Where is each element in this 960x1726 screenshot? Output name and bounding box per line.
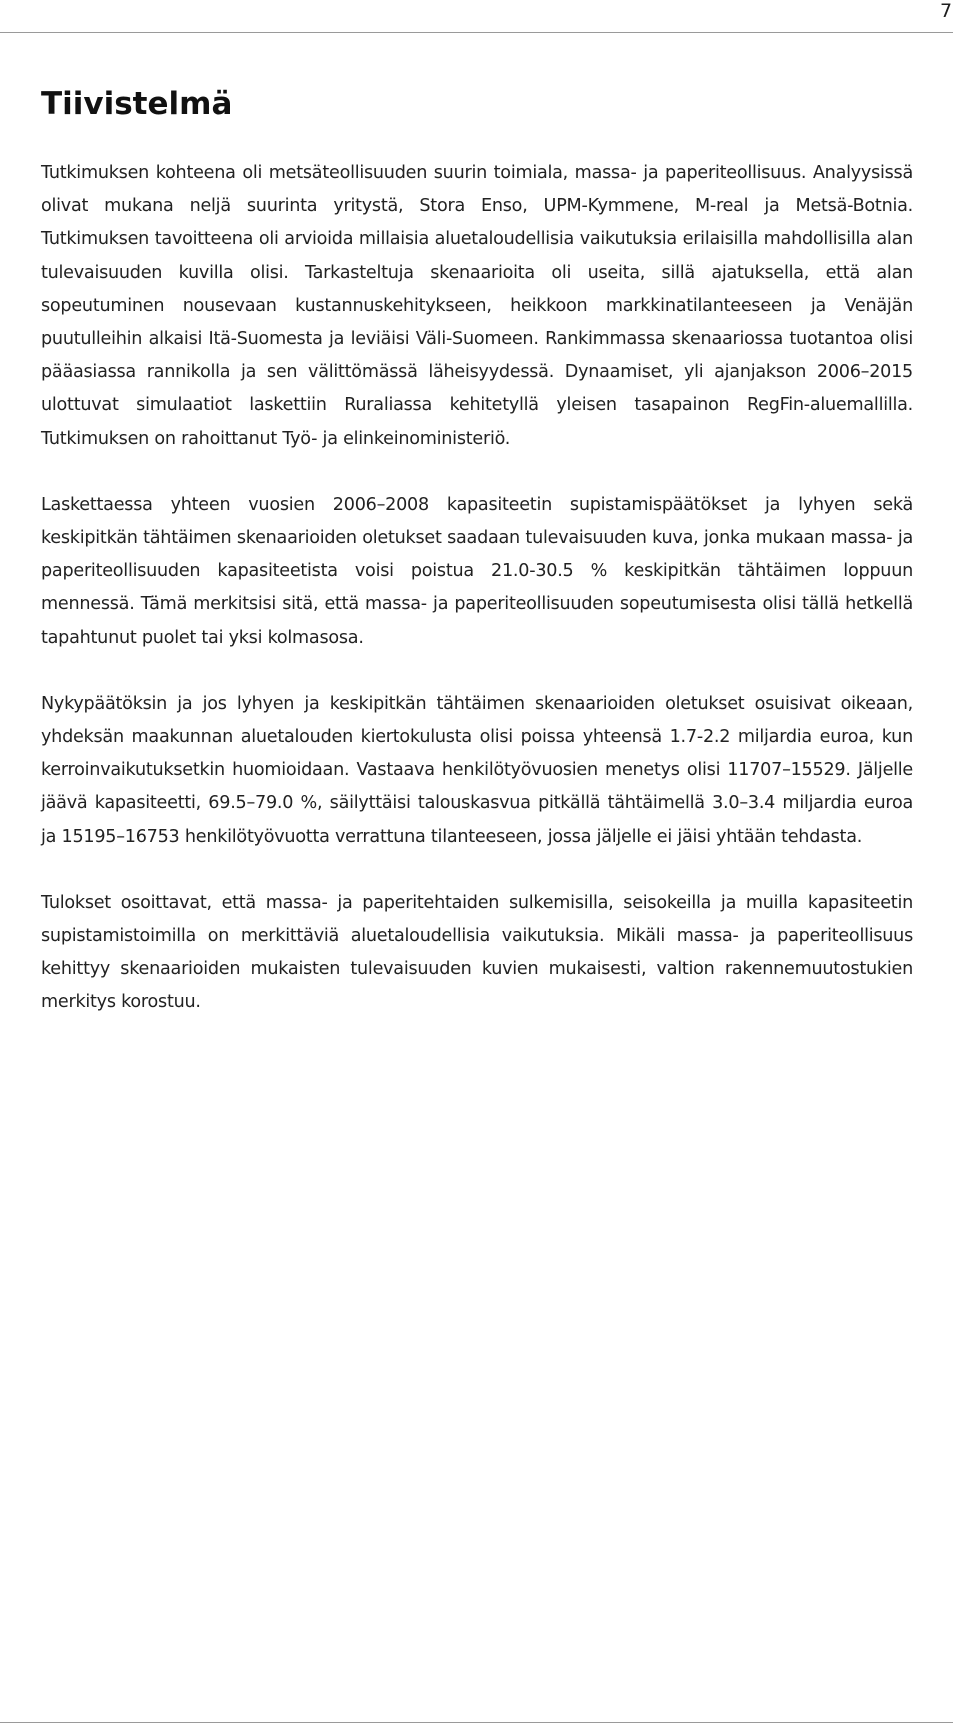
paragraph-2: Laskettaessa yhteen vuosien 2006–2008 kapasiteetin supistamispäätökset ja lyhyen sekä keskipitkän tähtäimen skenaarioiden oletukset saadaan tulevaisuuden kuva, jonka mukaan massa- ja paperiteollisuuden kapasiteetista voisi poistua 21.0-30.5 % keskipitkän tähtäimen loppuun mennessä. Tämä merkitsisi sitä, että massa- ja paperiteollisuuden sopeutumisesta olisi tällä hetkellä tapahtunut puolet tai yksi kolmasosa. [41, 494, 913, 648]
page-number: 7 [940, 0, 953, 22]
paragraph-3: Nykypäätöksin ja jos lyhyen ja keskipitkän tähtäimen skenaarioiden oletukset osuisivat oikeaan, yhdeksän maakunnan aluetalouden kiertokulusta olisi poissa yhteensä 1.7-2.2 miljardia euroa, kun kerroinvaikutuksetkin huomioidaan. Vastaava henkilötyövuosien menetys olisi 11707–15529. Jäljelle jäävä kapasiteetti, 69.5–79.0 %, säilyttäisi talouskasvua pitkällä tähtäimellä 3.0–3.4 miljardia euroa ja 15195–16753 henkilötyövuotta verrattuna tilanteeseen, jossa jäljelle ei jäisi yhtään tehdasta. [41, 693, 913, 847]
header-rule [0, 32, 953, 33]
section-title: Tiivistelmä [41, 86, 233, 122]
abstract-body [41, 157, 913, 1053]
paragraph-1: Tutkimuksen kohteena oli metsäteollisuuden suurin toimiala, massa- ja paperiteollisuus. Analyysissä olivat mukana neljä suurinta yritystä, Stora Enso, UPM-Kymmene, M-real ja Metsä-Botnia. Tutkimuksen tavoitteena oli arvioida millaisia aluetaloudellisia vaikutuksia erilaisilla mahdollisilla alan tulevaisuuden kuvilla olisi. Tarkasteltuja skenaarioita oli useita, sillä ajatuksella, että alan sopeutuminen nousevaan kustannuskehitykseen, heikkoon markkinatilanteeseen ja Venäjän puutulleihin alkaisi Itä-Suomesta ja leviäisi Väli-Suomeen. Rankimmassa skenaariossa tuotantoa olisi pääasiassa rannikolla ja sen välittömässä läheisyydessä. Dynaamiset, yli ajanjakson 2006–2015 ulottuvat simulaatiot laskettiin Ruraliassa kehitetyllä yleisen tasapainon RegFin-aluemallilla. Tutkimuksen on rahoittanut Työ- ja elinkeinoministeriö. [41, 163, 913, 449]
paragraph-4: Tulokset osoittavat, että massa- ja paperitehtaiden sulkemisilla, seisokeilla ja muilla kapasiteetin supistamistoimilla on merkittäviä aluetaloudellisia vaikutuksia. Mikäli massa- ja paperiteollisuus kehittyy skenaarioiden mukaisten tulevaisuuden kuvien mukaisesti, valtion rakennemuutostukien merkitys korostuu. [41, 892, 913, 1013]
footer-rule [0, 1722, 953, 1723]
